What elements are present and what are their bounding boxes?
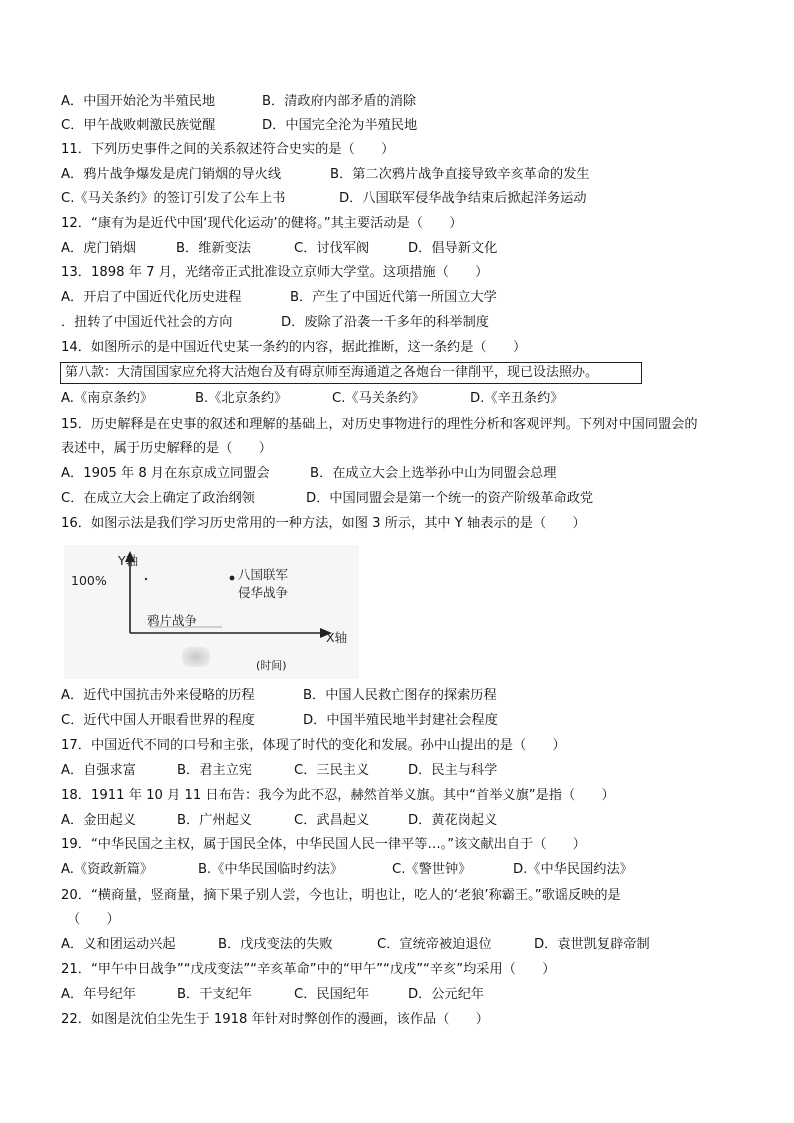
- point-high-label-line1: 八国联军: [238, 567, 289, 582]
- y-tick-dot: [145, 578, 147, 580]
- q16-axis-figure: [64, 545, 359, 679]
- q16-option-d: D．中国半殖民地半封建社会程度: [303, 713, 498, 728]
- q10-option-c: C．甲午战败刺激民族觉醒: [61, 118, 216, 133]
- point-low-label: 鸦片战争: [147, 613, 198, 628]
- point-high-label-line2: 侵华战争: [238, 585, 289, 600]
- q20-stem-line2: （ ）: [67, 912, 120, 927]
- q15-option-c: C．在成立大会上确定了政治纲领: [61, 491, 255, 506]
- q15-option-d: D．中国同盟会是第一个统一的资产阶级革命政党: [306, 491, 594, 506]
- q19-option-a: A.《资政新篇》: [61, 862, 154, 877]
- q13-option-b: B．产生了中国近代第一所国立大学: [290, 290, 497, 305]
- q16-option-c: C．近代中国人开眼看世界的程度: [61, 713, 255, 728]
- q11-option-c: C.《马关条约》的签订引发了公车上书: [61, 191, 286, 206]
- q14-stem: 14．如图所示的是中国近代史某一条约的内容，据此推断，这一条约是（ ）: [61, 340, 527, 355]
- q17-option-b: B．君主立宪: [177, 763, 252, 778]
- y-axis-label: Y轴: [118, 553, 139, 568]
- q12-option-a: A．虎门销烟: [61, 241, 136, 256]
- q13-option-c: ．扭转了中国近代社会的方向: [61, 315, 233, 330]
- q20-stem-line1: 20．“横商量，竖商量，摘下果子别人尝，今也让，明也让，吃人的‘老狼’称霸王。”歌谣反映的是: [61, 888, 621, 903]
- q12-option-c: C．讨伐军阀: [294, 241, 370, 256]
- q13-stem: 13．1898 年 7 月，光绪帝正式批准设立京师大学堂。这项措施（ ）: [61, 265, 489, 280]
- q21-stem: 21．“甲午中日战争”“戊戌变法”“辛亥革命”中的“甲午”“戊戌”“辛亥”均采用（ ）: [61, 962, 556, 977]
- q14-option-d: D.《辛丑条约》: [470, 391, 564, 406]
- q19-option-b: B.《中华民国临时约法》: [198, 862, 344, 877]
- q21-option-b: B．干支纪年: [177, 987, 252, 1002]
- q10-option-d: D．中国完全沦为半殖民地: [262, 118, 418, 133]
- q11-option-a: A．鸦片战争爆发是虎门销烟的导火线: [61, 167, 282, 182]
- q22-stem: 22．如图是沈伯尘先生于 1918 年针对时弊创作的漫画，该作品（ ）: [61, 1012, 489, 1027]
- q13-option-a: A．开启了中国近代化历史进程: [61, 290, 242, 305]
- q15-stem-line1: 15．历史解释是在史事的叙述和理解的基础上，对历史事物进行的理性分析和客观评判。下列对中国同盟会的: [61, 417, 698, 432]
- q14-option-b: B.《北京条约》: [195, 391, 288, 406]
- q19-stem: 19．“中华民国之主权，属于国民全体，中华民国人民一律平等…。”该文献出自于（ ）: [61, 837, 586, 852]
- q10-option-b: B．清政府内部矛盾的消除: [262, 94, 417, 109]
- q21-option-c: C．民国纪年: [294, 987, 370, 1002]
- q10-option-a: A．中国开始沦为半殖民地: [61, 94, 216, 109]
- x-axis-label: X轴: [326, 630, 348, 645]
- q15-stem-line2: 表述中，属于历史解释的是（ ）: [61, 441, 272, 456]
- q20-option-c: C．宣统帝被迫退位: [377, 937, 492, 952]
- q14-option-a: A.《南京条约》: [61, 391, 154, 406]
- q11-option-d: D．八国联军侵华战争结束后掀起洋务运动: [339, 191, 587, 206]
- q16-stem: 16．如图示法是我们学习历史常用的一种方法，如图 3 所示，其中 Y 轴表示的是（ ）: [61, 516, 586, 531]
- q18-option-c: C．武昌起义: [294, 813, 370, 828]
- smudge: [182, 647, 210, 667]
- y-tick-label: 100%: [71, 573, 107, 588]
- q15-option-b: B．在成立大会上选举孙中山为同盟会总理: [310, 466, 557, 481]
- q18-option-d: D．黄花岗起义: [408, 813, 498, 828]
- q20-option-a: A．义和团运动兴起: [61, 937, 176, 952]
- q20-option-b: B．戊戌变法的失败: [218, 937, 333, 952]
- q19-option-d: D.《中华民国约法》: [513, 862, 633, 877]
- q19-option-c: C.《警世钟》: [392, 862, 472, 877]
- q14-treaty-quote-box: [60, 362, 642, 384]
- q18-option-b: B．广州起义: [177, 813, 252, 828]
- q12-option-b: B．维新变法: [176, 241, 251, 256]
- q17-option-a: A．自强求富: [61, 763, 136, 778]
- q15-option-a: A．1905 年 8 月在东京成立同盟会: [61, 466, 270, 481]
- q14-treaty-quote: 第八款：大清国国家应允将大沽炮台及有碍京师至海通道之各炮台一律削平，现已设法照办。: [65, 365, 599, 380]
- q21-option-d: D．公元纪年: [408, 987, 485, 1002]
- q17-option-d: D．民主与科学: [408, 763, 498, 778]
- q16-option-b: B．中国人民救亡图存的探索历程: [303, 688, 497, 703]
- q17-stem: 17．中国近代不同的口号和主张，体现了时代的变化和发展。孙中山提出的是（ ）: [61, 738, 566, 753]
- q13-option-d: D．废除了沿袭一千多年的科举制度: [281, 315, 489, 330]
- q12-option-d: D．倡导新文化: [408, 241, 498, 256]
- x-axis-caption: (时间): [256, 659, 287, 672]
- q18-stem: 18．1911 年 10 月 11 日布告：我今为此不忍，赫然首举义旗。其中“首举义旗”是指（ ）: [61, 788, 615, 803]
- q18-option-a: A．金田起义: [61, 813, 136, 828]
- q17-option-c: C．三民主义: [294, 763, 370, 778]
- q11-stem: 11．下列历史事件之间的关系叙述符合史实的是（ ）: [61, 142, 395, 157]
- q21-option-a: A．年号纪年: [61, 987, 136, 1002]
- q12-stem: 12．“康有为是近代中国‘现代化运动’的健将。”其主要活动是（ ）: [61, 216, 463, 231]
- point-high-marker: [230, 576, 235, 581]
- q16-option-a: A．近代中国抗击外来侵略的历程: [61, 688, 255, 703]
- q20-option-d: D．袁世凯复辟帝制: [534, 937, 650, 952]
- q14-option-c: C.《马关条约》: [332, 391, 425, 406]
- q11-option-b: B．第二次鸦片战争直接导致辛亥革命的发生: [330, 167, 590, 182]
